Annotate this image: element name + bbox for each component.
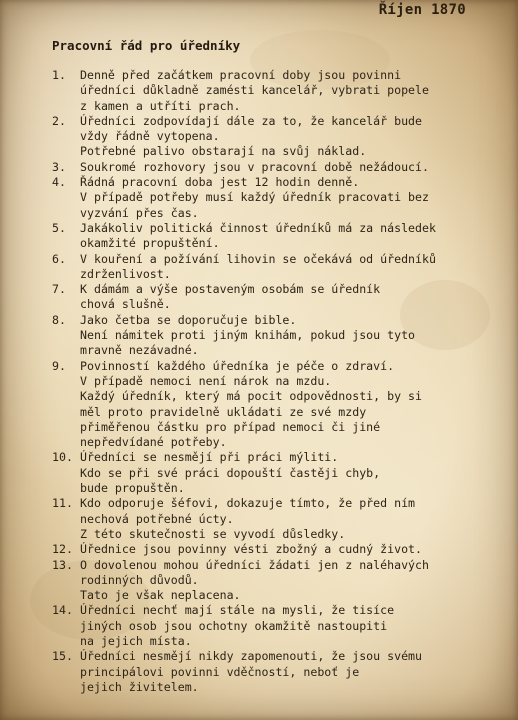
rule-item-6	[52, 252, 492, 283]
rule-item-3	[52, 160, 492, 175]
rule-number: 5.	[52, 220, 66, 235]
rule-number: 13.	[52, 557, 73, 572]
rule-text: Úředníci nesmějí nikdy zapomenouti, že jsou svému principálovi povinni vděčností, neboť je jejich živitelem.	[80, 649, 423, 694]
rule-item-14	[52, 603, 492, 649]
rule-number: 3.	[52, 159, 66, 174]
rule-item-10	[52, 450, 492, 496]
rule-text: Řádná pracovní doba jest 12 hodin denně. V případě potřeby musí každý úředník pracovati bez vyzvání přes čas.	[80, 175, 430, 220]
rules-list	[52, 68, 492, 695]
rule-number: 7.	[52, 282, 66, 297]
rule-text: Úřednice jsou povinny vésti zbožný a cudný život.	[80, 542, 423, 557]
rule-text: Soukromé rozhovory jsou v pracovní době nežádoucí.	[80, 159, 430, 174]
rule-item-8	[52, 313, 492, 359]
rule-number: 15.	[52, 649, 73, 664]
rule-number: 8.	[52, 312, 66, 327]
document-date: Říjen 1870	[378, 2, 466, 18]
rule-number: 4.	[52, 175, 66, 190]
rule-text: Denně před začátkem pracovní doby jsou povinni úředníci důkladně zamésti kancelář, vybrati popele z kamen a utříti prach.	[80, 68, 430, 113]
rule-number: 12.	[52, 542, 73, 557]
rule-text: Úředníci se nesmějí při práci mýliti. Kdo se při své práci dopouští častěji chyb, bude propuštěn.	[80, 450, 381, 496]
rule-item-13	[52, 558, 492, 604]
rule-text: Povinností každého úředníka je péče o zdraví. V případě nemoci není nárok na mzdu. Každý úředník, který má pocit odpovědnosti, by si měl proto pravidelně ukládati ze své mzdy přiměřenou částku pro případ nemoci či jiné nepředvídané potřeby.	[80, 358, 423, 450]
rule-item-7	[52, 282, 492, 313]
rule-item-15	[52, 649, 492, 695]
rule-number: 6.	[52, 251, 66, 266]
rule-text: Jakákoliv politická činnost úředníků má za následek okamžité propuštění.	[80, 220, 436, 251]
rule-item-11	[52, 496, 492, 542]
rule-number: 2.	[52, 113, 66, 128]
rule-text: K dámám a výše postaveným osobám se úředník chová slušně.	[80, 282, 381, 312]
rule-text: Úředníci nechť mají stále na mysli, že tisíce jiných osob jsou ochotny okamžitě nastoupiti na jejich místa.	[80, 603, 395, 648]
rule-number: 11.	[52, 496, 73, 511]
rule-text: Jako četba se doporučuje bible. Není námitek proti jiným knihám, pokud jsou tyto mravně nezávadné.	[80, 312, 416, 358]
rule-item-9	[52, 359, 492, 451]
rule-number: 10.	[52, 450, 73, 465]
document-title: Pracovní řád pro úředníky	[52, 38, 241, 53]
rule-item-2	[52, 114, 492, 160]
rule-item-1	[52, 68, 492, 114]
rule-text: Kdo odporuje šéfovi, dokazuje tímto, že před ním nechová potřebné úcty. Z této skutečnosti se vyvodí důsledky.	[80, 496, 416, 541]
rule-number: 14.	[52, 603, 73, 618]
rule-number: 1.	[52, 68, 66, 82]
rule-text: Úředníci zodpovídají dále za to, že kancelář bude vždy řádně vytopena. Potřebné palivo obstarají na svůj náklad.	[80, 113, 423, 159]
rule-item-4	[52, 175, 492, 221]
rule-text: O dovolenou mohou úředníci žádati jen z naléhavých rodinných důvodů. Tato je však neplacena.	[80, 557, 430, 603]
rule-item-5	[52, 221, 492, 252]
rule-item-12	[52, 542, 492, 557]
rule-number: 9.	[52, 358, 66, 373]
rule-text: V kouření a požívání lihovin se očekává od úředníků zdrženlivost.	[80, 251, 436, 281]
